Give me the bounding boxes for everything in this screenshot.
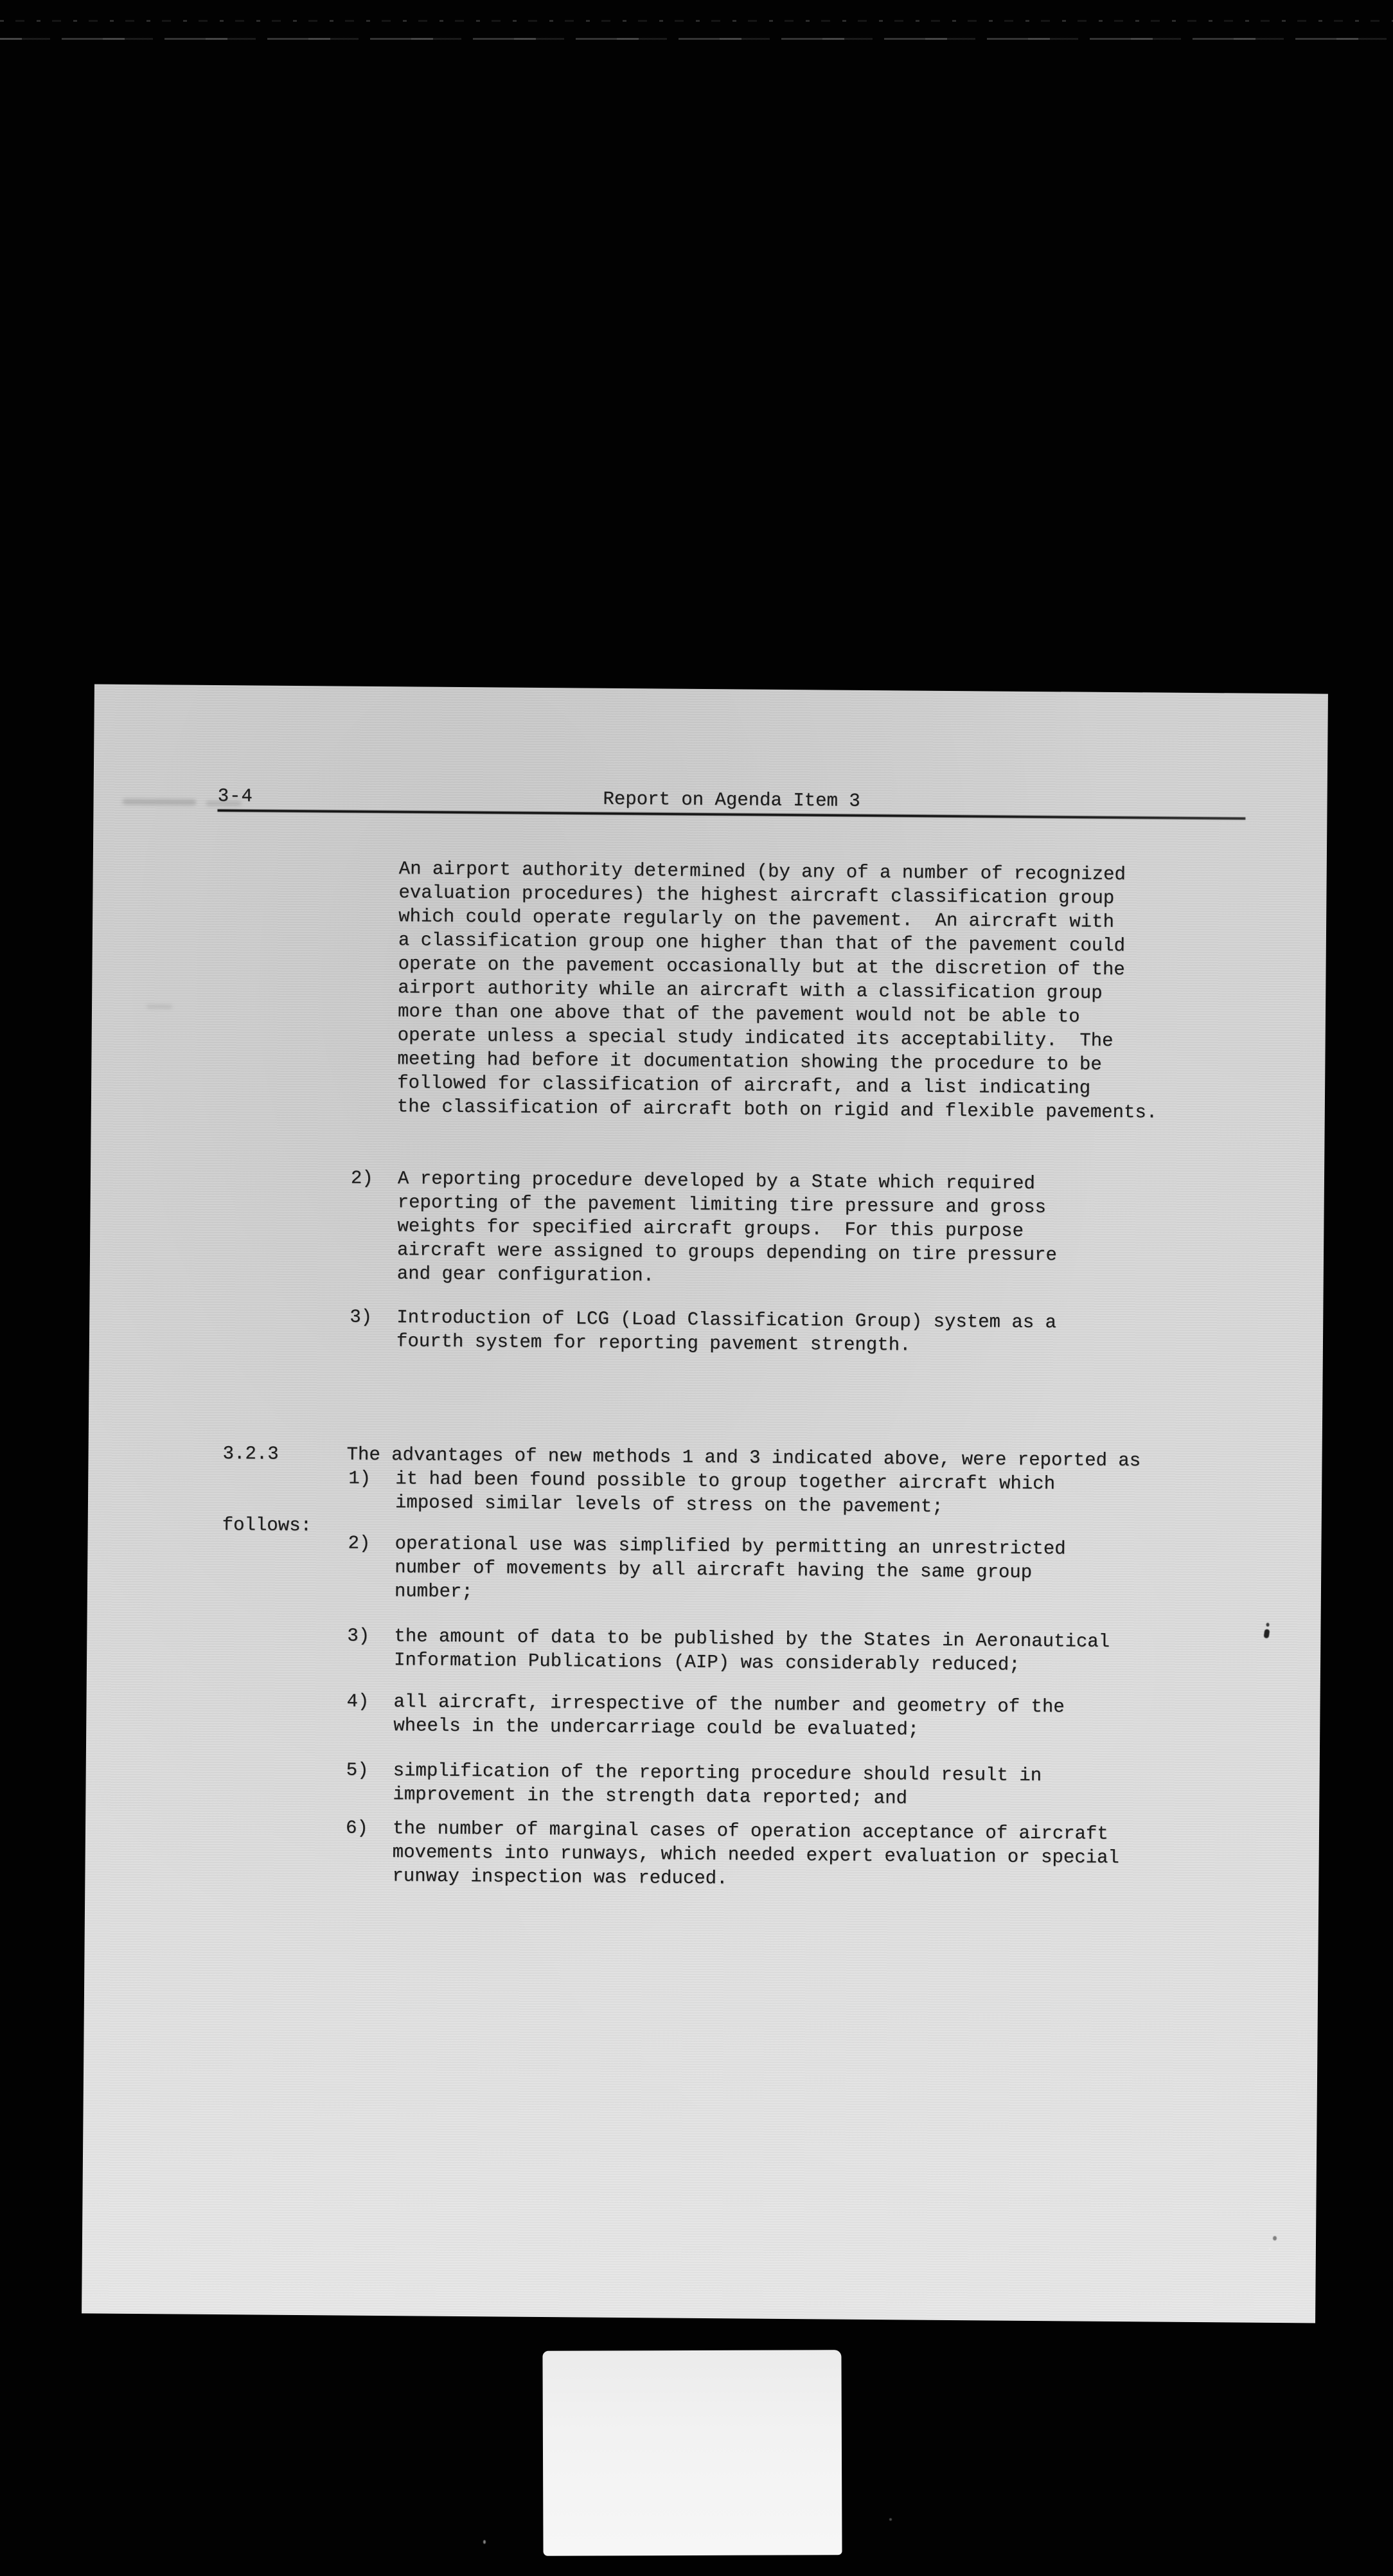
- page-number: 3-4: [217, 785, 253, 807]
- ink-speck: [1266, 1623, 1270, 1627]
- film-speck: [483, 2540, 486, 2544]
- intro-paragraph: An airport authority determined (by any of a number of recognized evaluation procedures) the highest aircraft classification group which could operate regularly on the pavement. An aircraft with a classification group one higher than that of the pavement could operate on the pavement occasionally but at the discretion of the airport authority while an aircraft with a classification group more than one above that of the pavement would not be able to operate unless a special study indicated its acceptability. The meeting had before it documentation showing the procedure to be followed for classification of aircraft, and a list indicating the classification of aircraft both on rigid and flexible pavements.: [396, 858, 1158, 1123]
- paper-smudge: [146, 1005, 172, 1008]
- item-number: 5): [346, 1759, 369, 1781]
- list-item: [350, 1305, 1224, 1360]
- list-item: [350, 1167, 1225, 1292]
- item-number: 1): [348, 1467, 371, 1489]
- film-speck: [889, 2518, 892, 2521]
- item-text: Introduction of LCG (Load Classification Group) system as a fourth system for reporting pavement strength.: [396, 1307, 1057, 1356]
- film-scratch-line: [0, 38, 1393, 40]
- list-item: [346, 1758, 1220, 1813]
- item-text: the number of marginal cases of operation acceptance of aircraft movements into runways, which needed expert evaluation or special runway inspection was reduced.: [392, 1818, 1120, 1890]
- film-speck: [1269, 2248, 1271, 2250]
- list-item: [345, 1816, 1220, 1895]
- blank-film-card: [542, 2350, 842, 2556]
- list-item: [348, 1467, 1223, 1521]
- item-number: 2): [350, 1167, 373, 1189]
- paper-smudge: [123, 799, 197, 805]
- section-number: 3.2.3: [222, 1443, 279, 1465]
- document-page: [82, 684, 1328, 2323]
- item-number: 3): [347, 1625, 370, 1647]
- list-item: [348, 1532, 1222, 1610]
- list-item: [347, 1624, 1221, 1679]
- page-title: Report on Agenda Item 3: [603, 788, 860, 812]
- item-text: A reporting procedure developed by a State which required reporting of the pavement limiting tire pressure and gross weights for specified aircraft groups. For this purpose aircraft were assigned to groups depending on tire pressure and gear configuration.: [396, 1168, 1057, 1287]
- section-lead: The advantages of new methods 1 and 3 indicated above, were reported as: [346, 1444, 1141, 1472]
- ink-speck: [1273, 2236, 1277, 2241]
- item-number: 2): [348, 1532, 371, 1554]
- item-text: simplification of the reporting procedure should result in improvement in the strength data reported; and: [393, 1760, 1042, 1809]
- film-scratch-line: [0, 20, 1393, 22]
- item-text: the amount of data to be published by the States in Aeronautical Information Publications (AIP) was considerably reduced;: [393, 1625, 1110, 1676]
- item-text: all aircraft, irrespective of the number and geometry of the wheels in the undercarriage could be evaluated;: [393, 1691, 1065, 1740]
- section-lead-wrap: follows:: [222, 1514, 312, 1537]
- item-number: 4): [346, 1690, 369, 1712]
- item-text: it had been found possible to group together aircraft which imposed similar levels of stress on the pavement;: [395, 1468, 1056, 1517]
- list-item: [346, 1690, 1221, 1744]
- item-text: operational use was simplified by permitting an unrestricted number of movements by all aircraft having the same group number;: [394, 1533, 1066, 1603]
- item-number: 6): [345, 1817, 368, 1839]
- item-number: 3): [350, 1306, 373, 1328]
- ink-speck: [1263, 1629, 1270, 1638]
